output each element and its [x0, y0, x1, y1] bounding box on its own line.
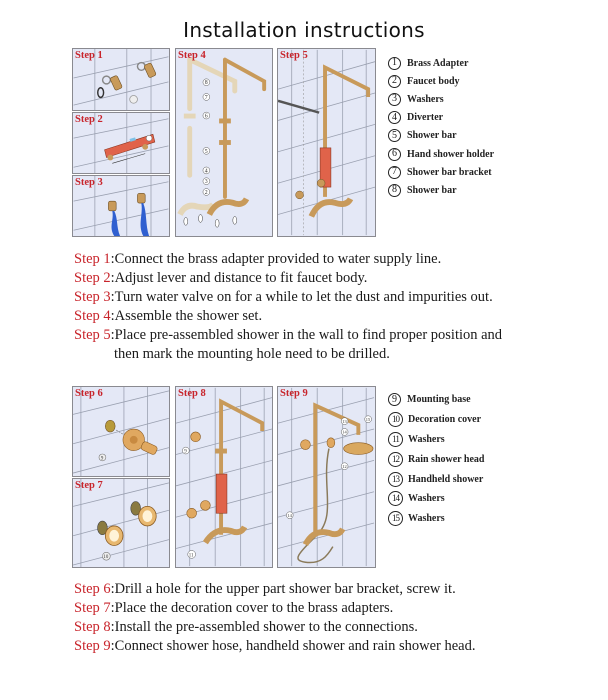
svg-text:14: 14 [287, 512, 292, 518]
number-badge-icon: 13 [388, 472, 403, 487]
svg-text:12: 12 [342, 463, 347, 469]
number-badge-icon: 4 [388, 111, 401, 124]
step-instruction: Step 7:Place the decoration cover to the brass adapters. [74, 600, 394, 616]
panel-step-4 [175, 48, 273, 237]
svg-text:9: 9 [184, 449, 187, 455]
panel-step-3 [72, 175, 170, 237]
number-badge-icon: 8 [388, 184, 401, 197]
step-instruction-continuation: then mark the mounting hole need to be drilled. [114, 346, 390, 362]
svg-text:8: 8 [204, 80, 208, 87]
panel-label: Step 2 [75, 114, 103, 125]
legend-item: 10 Decoration cover [388, 410, 485, 430]
step-instruction: Step 2:Adjust lever and distance to fit faucet body. [74, 270, 368, 286]
panel-label: Step 9 [280, 388, 308, 399]
number-badge-icon: 11 [388, 432, 403, 447]
number-badge-icon: 6 [388, 148, 401, 161]
panel-label: Step 7 [75, 480, 103, 491]
panel-label: Step 6 [75, 388, 103, 399]
legend-item: 8 Shower bar [388, 181, 494, 199]
instructions-steps-1-5 [74, 250, 502, 364]
panel-step-7 [72, 478, 170, 568]
page-title: Installation instructions [183, 18, 425, 42]
legend-item: 15 Washers [388, 509, 485, 529]
svg-text:4: 4 [204, 168, 208, 175]
svg-text:11: 11 [188, 553, 194, 559]
legend-item: 9 Mounting base [388, 390, 485, 410]
panel-label: Step 1 [75, 50, 103, 61]
number-badge-icon: 14 [388, 491, 403, 506]
legend-item: 11 Washers [388, 430, 485, 450]
legend-item: 3 Washers [388, 90, 494, 108]
panel-step-5 [277, 48, 376, 237]
panel-label: Step 5 [280, 50, 308, 61]
instructions-steps-6-9 [74, 580, 475, 656]
number-badge-icon: 9 [388, 393, 401, 406]
shower-set-exploded-illustration [176, 49, 272, 236]
mark-position-illustration [278, 49, 375, 236]
legend-item: 2 Faucet body [388, 72, 494, 90]
connect-hose-showerhead-illustration [278, 387, 375, 567]
panel-label: Step 4 [178, 50, 206, 61]
panel-step-8 [175, 386, 273, 568]
number-badge-icon: 10 [388, 412, 403, 427]
step-instruction: Step 1:Connect the brass adapter provided to water supply line. [74, 251, 442, 267]
step-instruction: Step 9:Connect shower hose, handheld shower and rain shower head. [74, 638, 476, 654]
legend-item: 6 Hand shower holder [388, 145, 494, 163]
svg-text:5: 5 [204, 148, 208, 155]
panel-step-6 [72, 386, 170, 477]
svg-text:13: 13 [342, 418, 347, 424]
number-badge-icon: 12 [388, 452, 403, 467]
svg-text:3: 3 [204, 179, 208, 186]
svg-text:10: 10 [103, 555, 109, 561]
panel-label: Step 8 [178, 388, 206, 399]
svg-text:9: 9 [100, 456, 104, 462]
number-badge-icon: 1 [388, 57, 401, 70]
svg-text:14: 14 [342, 429, 347, 435]
panel-label: Step 3 [75, 177, 103, 188]
svg-text:6: 6 [204, 113, 208, 120]
number-badge-icon: 5 [388, 129, 401, 142]
panel-step-1 [72, 48, 170, 111]
legend-item: 7 Shower bar bracket [388, 163, 494, 181]
decoration-cover-illustration [73, 479, 169, 567]
legend-item: 4 Diverter [388, 109, 494, 127]
step-instruction: Step 3:Turn water valve on for a while to let the dust and impurities out. [74, 289, 493, 305]
number-badge-icon: 3 [388, 93, 401, 106]
svg-text:2: 2 [204, 189, 208, 196]
svg-text:15: 15 [365, 416, 371, 422]
install-shower-illustration [176, 387, 272, 567]
number-badge-icon: 15 [388, 511, 403, 526]
number-badge-icon: 2 [388, 75, 401, 88]
legend-item: 14 Washers [388, 489, 485, 509]
legend-item: 12 Rain shower head [388, 449, 485, 469]
legend-item: 13 Handheld shower [388, 469, 485, 489]
svg-text:7: 7 [204, 94, 208, 101]
parts-legend-bottom [388, 390, 485, 529]
mounting-base-illustration [73, 387, 169, 476]
step-instruction: Step 8:Install the pre-assembled shower to the connections. [74, 619, 418, 635]
panel-step-9 [277, 386, 376, 568]
legend-item: 1 Brass Adapter [388, 54, 494, 72]
panel-step-2 [72, 112, 170, 174]
number-badge-icon: 7 [388, 166, 401, 179]
parts-legend-top [388, 54, 494, 200]
step-instruction: Step 4:Assemble the shower set. [74, 308, 263, 324]
step-instruction: Step 6:Drill a hole for the upper part shower bar bracket, screw it. [74, 581, 456, 597]
step-instruction: Step 5:Place pre-assembled shower in the wall to find proper position and [74, 327, 503, 343]
legend-item: 5 Shower bar [388, 127, 494, 145]
